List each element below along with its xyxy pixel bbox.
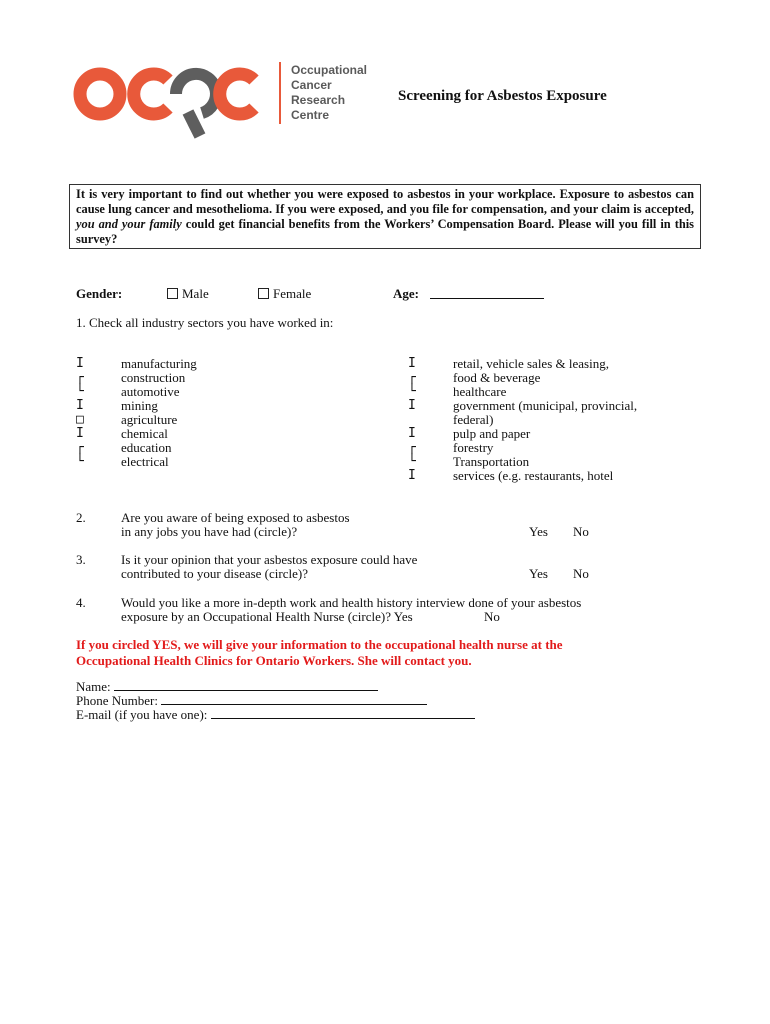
q4-no[interactable]: No [484, 609, 500, 624]
intro-text-2: could get financial benefits from the Workers’ Compensation Board. Please will you fill in this survey? [76, 217, 694, 246]
sector-checkbox[interactable]: I [408, 398, 416, 413]
q4-line-2[interactable]: exposure by an Occupational Health Nurse (circle)? Yes [121, 609, 413, 624]
sector-government-cont: federal) [453, 412, 494, 427]
q3-no[interactable]: No [573, 566, 589, 581]
q2-number: 2. [76, 510, 86, 525]
sector-transportation: Transportation [453, 454, 530, 469]
sector-checkbox[interactable]: └ [408, 454, 416, 469]
sector-checkbox[interactable]: └ [408, 384, 416, 399]
name-label: Name: [76, 679, 111, 694]
name-row [76, 680, 378, 694]
notice-line-1: If you circled YES, we will give your information to the occupational health nurse at the [76, 637, 563, 652]
page-title: Screening for Asbestos Exposure [398, 88, 607, 104]
sector-checkbox-empty [408, 413, 422, 427]
q4-line-1: Would you like a more in-depth work and health history interview done of your asbestos [121, 595, 582, 610]
sector-pulp-paper: pulp and paper [453, 426, 531, 441]
email-field[interactable] [211, 708, 475, 719]
female-checkbox[interactable] [258, 288, 269, 299]
logo-line-4: Centre [291, 108, 330, 122]
ocrc-logo-mark [72, 58, 262, 140]
sector-checkbox[interactable]: ┌ [408, 440, 416, 455]
left-sector-list [121, 357, 197, 469]
sector-agriculture: agriculture [121, 412, 178, 427]
sector-education: education [121, 440, 172, 455]
notice-line-2: Occupational Health Clinics for Ontario Workers. She will contact you. [76, 653, 472, 668]
right-sector-list [453, 357, 637, 483]
female-label: Female [273, 286, 312, 301]
intro-emphasis: you and your family [76, 217, 182, 231]
q3-line-1: Is it your opinion that your asbestos exposure could have [121, 552, 418, 567]
age-field[interactable] [430, 298, 544, 299]
q2-line-1: Are you aware of being exposed to asbestos [121, 510, 350, 525]
q1-text: 1. Check all industry sectors you have worked in: [76, 315, 334, 330]
sector-food-beverage: food & beverage [453, 370, 541, 385]
sector-checkbox[interactable]: └ [76, 454, 84, 469]
gender-label: Gender: [76, 286, 123, 301]
logo-line-2: Cancer [291, 78, 332, 92]
sector-checkbox[interactable]: I [408, 468, 416, 483]
sector-electrical: electrical [121, 454, 169, 469]
sector-services: services (e.g. restaurants, hotel [453, 468, 614, 483]
logo-divider [279, 62, 281, 124]
sector-checkbox[interactable]: ┌ [408, 370, 416, 385]
phone-field[interactable] [161, 694, 427, 705]
gender-option-female[interactable] [258, 287, 311, 301]
logo-line-3: Research [291, 93, 346, 107]
left-sector-marks [76, 357, 90, 469]
sector-chemical: chemical [121, 426, 168, 441]
male-checkbox[interactable] [167, 288, 178, 299]
email-label: E-mail (if you have one): [76, 707, 208, 722]
q2-yes[interactable]: Yes [529, 524, 548, 539]
email-row [76, 708, 475, 722]
phone-label: Phone Number: [76, 693, 158, 708]
logo-line-1: Occupational [291, 63, 368, 77]
phone-row [76, 694, 427, 708]
sector-checkbox[interactable]: I [76, 426, 84, 441]
ocrc-logo [72, 58, 262, 140]
sector-checkbox[interactable]: I [76, 398, 84, 413]
q3-number: 3. [76, 552, 86, 567]
sector-retail: retail, vehicle sales & leasing, [453, 356, 609, 371]
sector-government: government (municipal, provincial, [453, 398, 638, 413]
intro-box [69, 184, 701, 249]
name-field[interactable] [114, 680, 378, 691]
sector-checkbox[interactable]: └ [76, 384, 84, 399]
logo-wordmark [291, 63, 367, 123]
sector-checkbox[interactable]: I [408, 356, 416, 371]
sector-checkbox[interactable]: ┌ [76, 370, 84, 385]
gender-option-male[interactable] [167, 287, 209, 301]
sector-automotive: automotive [121, 384, 180, 399]
sector-checkbox[interactable]: I [76, 356, 84, 371]
male-label: Male [182, 286, 209, 301]
sector-checkbox[interactable]: □ [76, 412, 84, 427]
q3-line-2: contributed to your disease (circle)? [121, 566, 308, 581]
sector-forestry: forestry [453, 440, 494, 455]
right-sector-marks [408, 357, 422, 483]
q3-yes[interactable]: Yes [529, 566, 548, 581]
sector-healthcare: healthcare [453, 384, 507, 399]
sector-construction: construction [121, 370, 186, 385]
q4-number: 4. [76, 595, 86, 610]
sector-manufacturing: manufacturing [121, 356, 197, 371]
q2-no[interactable]: No [573, 524, 589, 539]
sector-mining: mining [121, 398, 158, 413]
age-label: Age: [393, 286, 419, 301]
intro-text-1: It is very important to find out whether you were exposed to asbestos in your workplace. Exposure to asbestos can cause lung cancer and mesothelioma. If you were exposed, and you file for compensation, and your claim is accepted, [76, 187, 694, 216]
sector-checkbox[interactable]: ┌ [76, 440, 84, 455]
sector-checkbox[interactable]: I [408, 426, 416, 441]
q2-line-2: in any jobs you have had (circle)? [121, 524, 298, 539]
